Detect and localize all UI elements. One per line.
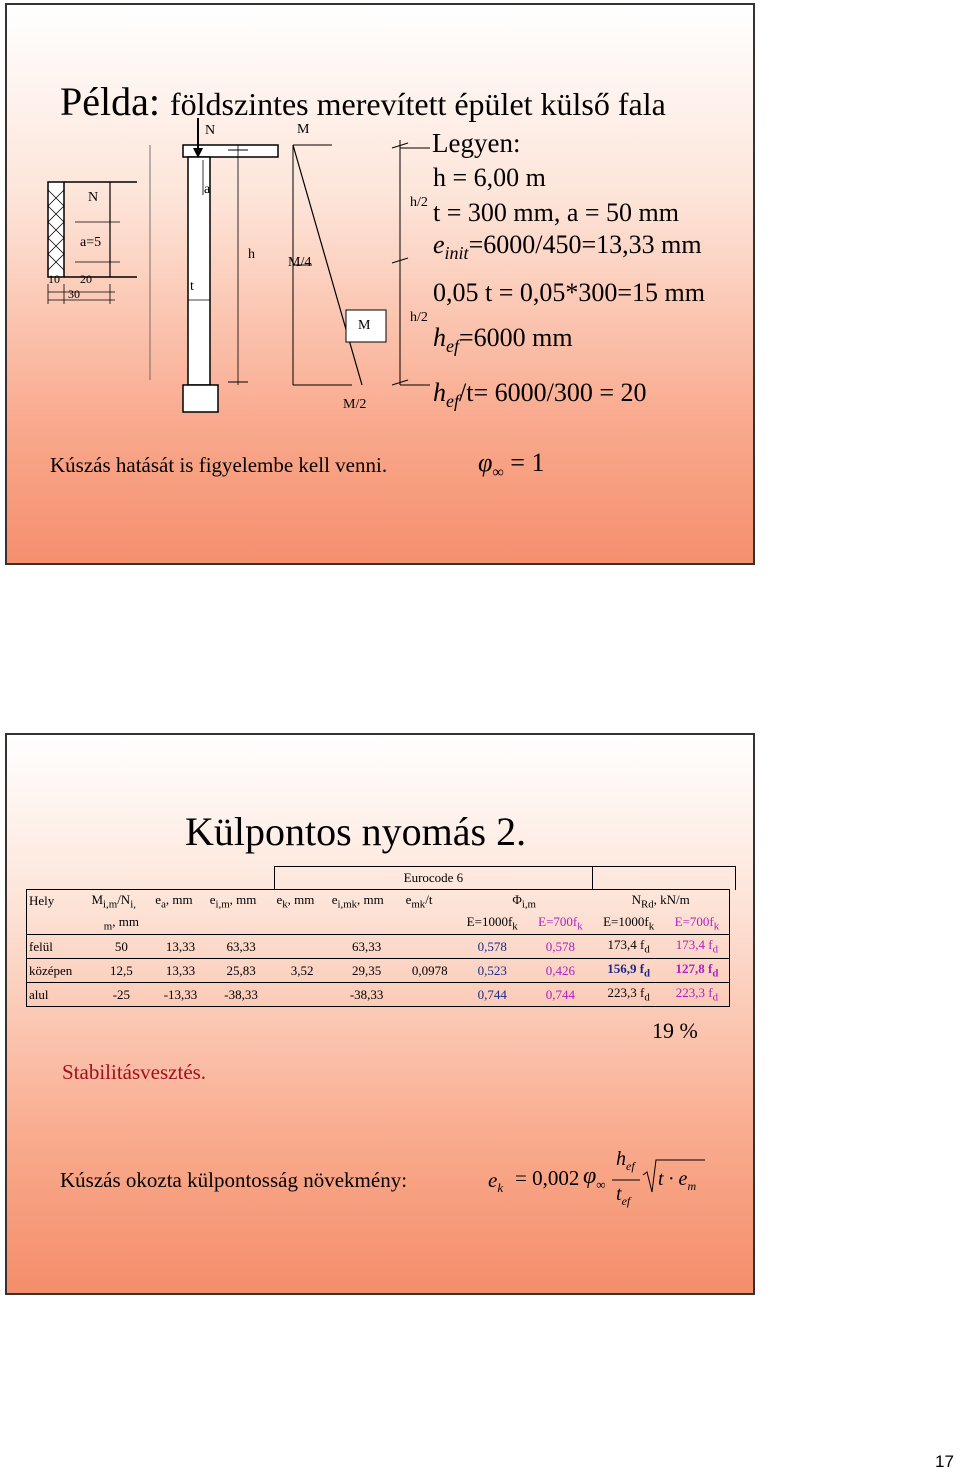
hdr-mn-unit: $_m$, mm: [103, 913, 139, 933]
hdr-nrd-e1000: $E=1000f_k$: [603, 913, 655, 933]
label-a5: a=5: [80, 235, 102, 250]
einit-value: =6000/450=13,33 mm: [468, 230, 702, 259]
hef-h: h: [433, 323, 446, 352]
row-ek: 3,52: [274, 959, 329, 983]
page-number: 17: [935, 1452, 954, 1471]
einit-e: e: [433, 230, 445, 259]
row-mn: -25: [89, 983, 153, 1007]
given-h: h = 6,00 m: [433, 163, 546, 192]
label-N-top: N: [205, 123, 216, 138]
given-tolerance: 0,05 t = 0,05*300=15 mm: [433, 278, 705, 307]
label-h2-top: h/2: [410, 195, 428, 210]
label-M-box: M: [358, 318, 371, 333]
sl-h: h: [433, 378, 446, 407]
slide2-title: Külpontos nyomás 2.: [185, 809, 527, 854]
row-n700: 173,4 $f_d$: [665, 935, 730, 959]
row-mn: 50: [89, 935, 153, 959]
row-eimk: -38,33: [330, 983, 404, 1007]
row-emk: 0,0978: [404, 959, 456, 983]
phi-sub: ∞: [492, 464, 504, 482]
row-n1000: 173,4 $f_d$: [592, 935, 665, 959]
formula-h: $h_{ef}$: [616, 1148, 635, 1173]
row-ea: 13,33: [153, 935, 207, 959]
hdr-eim: $e_{i,m}$, mm: [208, 890, 275, 913]
row-mn: 12,5: [89, 959, 153, 983]
row-n700: 223,3 $f_d$: [665, 983, 730, 1007]
row-eim: -38,33: [208, 983, 275, 1007]
label-M4: M/4: [288, 255, 312, 270]
row-hely: felül: [27, 935, 90, 959]
given-label: Legyen:: [432, 128, 521, 158]
row-phi1000: 0,744: [456, 983, 529, 1007]
hdr-mn: $M_{i,m}/N_{i,}$: [89, 890, 153, 913]
formula-coef: = 0,002: [515, 1166, 580, 1190]
row-phi1000: 0,523: [456, 959, 529, 983]
label-M2: M/2: [343, 397, 367, 412]
row-eim: 63,33: [208, 935, 275, 959]
phi-symbol: φ: [478, 448, 493, 477]
formula-t: $t_{ef}$: [616, 1183, 631, 1208]
formula-ek: $e_k$: [488, 1168, 504, 1196]
label-M-top: M: [297, 122, 310, 137]
hdr-phi-e700: $E=700f_k$: [538, 913, 583, 933]
row-eimk: 63,33: [330, 935, 404, 959]
phi-value: = 1: [510, 448, 545, 477]
hdr-ek: $e_k$, mm: [274, 890, 329, 913]
slenderness-value: /t= 6000/300 = 20: [459, 378, 647, 407]
label-dim30: 30: [68, 287, 80, 301]
formula-t-em: $t \cdot e_m$: [658, 1168, 697, 1193]
row-n1000: 223,3 $f_d$: [592, 983, 665, 1007]
label-N-left: N: [88, 190, 99, 205]
label-dim20: 20: [80, 272, 92, 286]
row-hely: alul: [27, 983, 90, 1007]
hdr-nrd-e700: $E=700f_k$: [665, 912, 730, 935]
label-dim10: 10: [48, 272, 60, 286]
hef-sub: ef: [446, 336, 459, 357]
einit-sub: init: [444, 243, 469, 264]
row-phi700: 0,578: [528, 935, 592, 959]
row-eim: 25,83: [208, 959, 275, 983]
row-phi1000: 0,578: [456, 935, 529, 959]
hdr-ea: $e_a$, mm: [153, 890, 207, 913]
hdr-phi-e1000: $E=1000f_k$: [466, 913, 518, 933]
label-h2-bot: h/2: [410, 310, 428, 325]
hdr-eimk: $e_{i,mk}$, mm: [330, 890, 404, 913]
stability-loss: Stabilitásvesztés.: [62, 1060, 207, 1084]
row-ea: -13,33: [153, 983, 207, 1007]
label-a: a: [204, 182, 211, 197]
row-eimk: 29,35: [330, 959, 404, 983]
sl-sub: ef: [446, 391, 459, 412]
row-n700: 127,8 $f_d$: [665, 959, 730, 983]
creep-note: Kúszás hatását is figyelembe kell venni.: [50, 453, 388, 477]
hdr-emk: $e_{mk}/t$: [404, 890, 456, 913]
row-phi700: 0,426: [528, 959, 592, 983]
row-phi700: 0,744: [528, 983, 592, 1007]
creep-increment-label: Kúszás okozta külpontosság növekmény:: [60, 1168, 408, 1192]
hdr-nrd: $N_{Rd}$, kN/m: [592, 890, 729, 913]
reduction-percent: 19 %: [652, 1018, 698, 1043]
title-main: Példa:: [60, 79, 160, 124]
title-sub: földszintes merevített épület külső fala: [169, 86, 666, 122]
label-h: h: [248, 247, 255, 262]
hdr-phi: $\Phi_{i,m}$: [456, 890, 592, 913]
given-t-a: t = 300 mm, a = 50 mm: [433, 198, 679, 227]
hdr-hely: Hely: [27, 890, 90, 913]
row-ea: 13,33: [153, 959, 207, 983]
formula-phi: $\varphi_\infty$: [583, 1163, 606, 1192]
label-t: t: [190, 279, 194, 294]
row-n1000: 156,9 $f_d$: [592, 959, 665, 983]
eurocode-label: Eurocode 6: [274, 867, 592, 890]
row-hely: középen: [27, 959, 90, 983]
hef-value: =6000 mm: [459, 323, 573, 352]
